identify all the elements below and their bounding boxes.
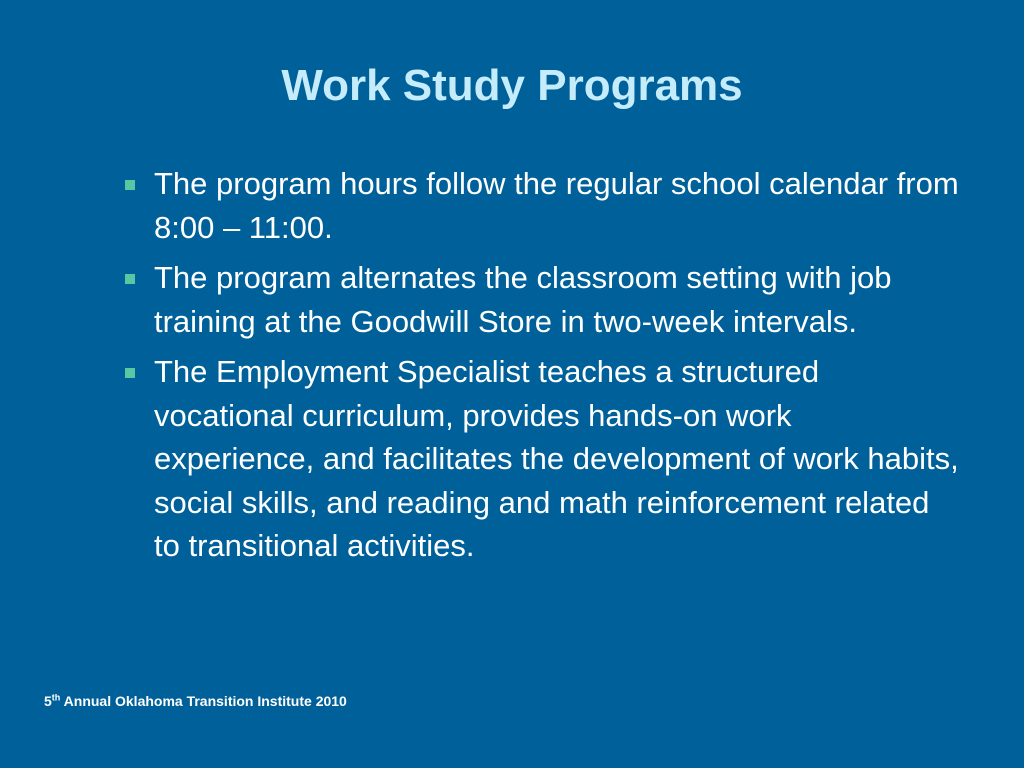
bullet-text: The program hours follow the regular school calendar from 8:00 – 11:00. (154, 166, 959, 245)
bullet-text: The program alternates the classroom setting with job training at the Goodwill Store in two-week intervals. (154, 260, 892, 339)
square-bullet-icon (125, 180, 135, 190)
footer-number: 5 (44, 693, 52, 709)
bullet-item (120, 350, 960, 568)
bullet-item (120, 256, 960, 343)
bullet-text: The Employment Specialist teaches a structured vocational curriculum, provides hands-on work experience, and facilitates the development of work habits, social skills, and reading and math reinforcement related to transitional activities. (154, 354, 959, 563)
slide-title: Work Study Programs (281, 61, 743, 110)
slide-footer (44, 693, 347, 709)
bullet-list (120, 162, 960, 575)
square-bullet-icon (125, 274, 135, 284)
footer-text: Annual Oklahoma Transition Institute 2010 (60, 693, 347, 709)
footer-ordinal-suffix: th (51, 692, 61, 703)
bullet-item (120, 162, 960, 249)
square-bullet-icon (125, 368, 135, 378)
